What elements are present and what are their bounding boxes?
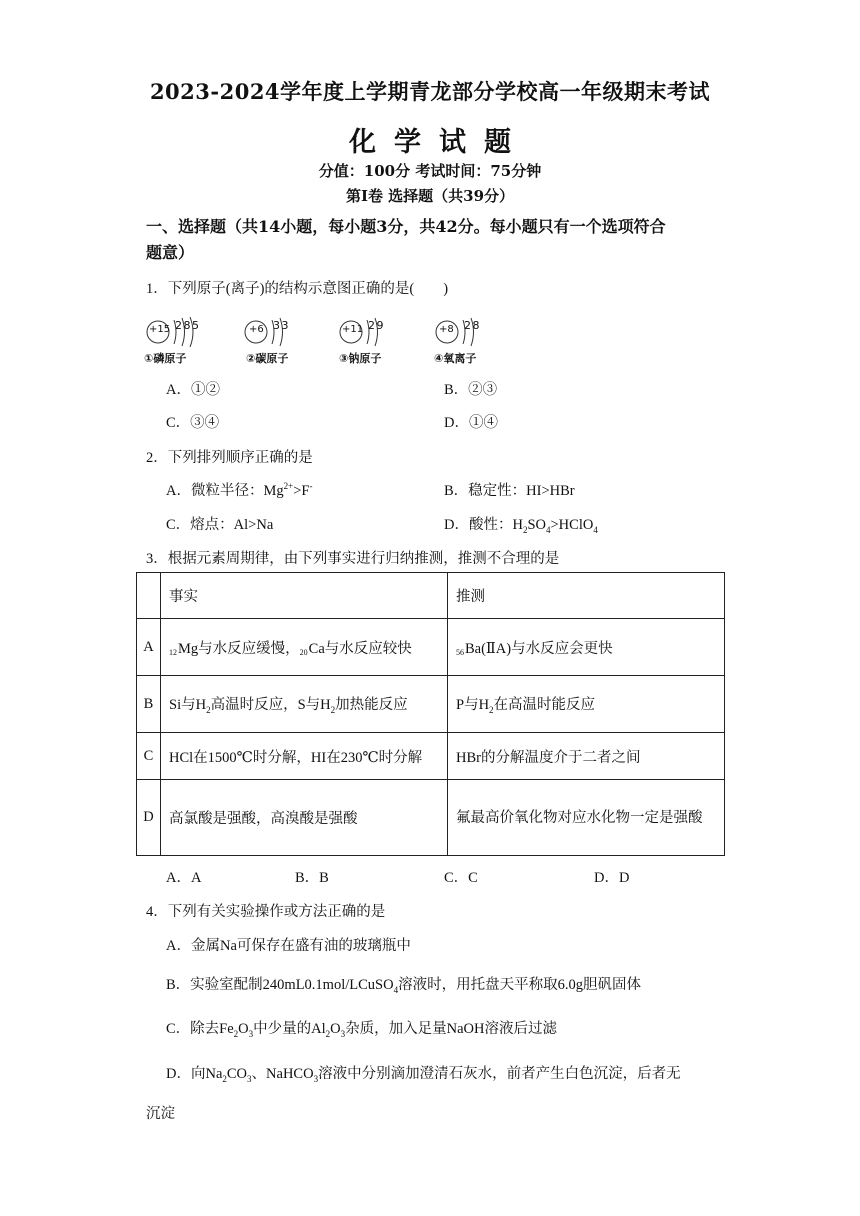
subscript: 3	[247, 1073, 252, 1084]
inference-cell: HBr的分解温度介于二者之间	[448, 733, 725, 780]
q1-option-d[interactable]: D．①④	[444, 415, 498, 431]
text: Si与H	[169, 697, 207, 714]
subscript: 4	[593, 524, 598, 535]
section-heading-line1: 一、选择题（共14小题，每小题3分，共42分。每小题只有一个选项符合	[146, 217, 666, 236]
text: >F	[293, 483, 310, 499]
text: 溶液时，用托盘天平称取6.0g胆矾固体	[398, 977, 641, 993]
subscript: 4	[393, 984, 399, 995]
fact-cell	[161, 619, 448, 676]
q2-option-d[interactable]	[444, 513, 598, 535]
nucleus-charge: +6	[249, 324, 264, 335]
header-inference: 推测	[448, 573, 725, 619]
text: B．实验室配制240mL0.1mol/LCuSO	[166, 977, 394, 993]
atomic-number: 56	[456, 647, 464, 657]
text: 溶液中分别滴加澄清石灰水，前者产生白色沉淀，后者无	[318, 1066, 681, 1082]
atom-label: ②碳原子	[246, 352, 289, 365]
subscript: 2	[233, 1028, 239, 1039]
atom-label: ④氧离子	[434, 352, 477, 365]
fact-cell: HCl在1500℃时分解，HI在230℃时分解	[161, 733, 448, 780]
subscript: 4	[546, 524, 551, 535]
q2-option-c[interactable]: C．熔点：Al>Na	[166, 517, 274, 533]
nucleus-charge: +15	[149, 324, 171, 335]
atomic-number: 12	[169, 647, 177, 657]
subscript: 3	[248, 1028, 254, 1039]
subscript: 2	[206, 704, 211, 715]
q4-option-b[interactable]	[166, 973, 641, 995]
q2-stem: 2．下列排列顺序正确的是	[146, 450, 313, 466]
text: Ba(ⅡA)与水反应会更快	[465, 640, 613, 657]
subject-title: 化学试题	[349, 127, 529, 158]
section-heading-line2: 题意）	[146, 243, 195, 262]
subscript: 3	[340, 1028, 346, 1039]
text: O	[238, 1021, 249, 1037]
q4-option-d-continued: 沉淀	[146, 1106, 175, 1122]
text: 杂质，加入足量NaOH溶液后过滤	[345, 1021, 557, 1037]
subscript: 2	[330, 704, 336, 715]
nucleus-charge: +11	[342, 324, 364, 335]
text: Ca与水反应较快	[308, 640, 412, 657]
atom-label: ①磷原子	[144, 352, 187, 365]
table-cell	[137, 573, 161, 619]
facts-table	[136, 572, 725, 856]
exam-title: 2023-2024学年度上学期青龙部分学校高一年级期末考试	[149, 79, 711, 104]
q3-option-c[interactable]: C．C	[444, 870, 478, 886]
volume-heading: 第I卷 选择题（共39分）	[345, 187, 515, 205]
text: 在高温时能反应	[493, 697, 596, 714]
inference-cell	[448, 676, 725, 733]
row-label: C	[137, 733, 161, 780]
nucleus-charge: +8	[439, 324, 454, 335]
exam-meta: 分值：100分 考试时间：75分钟	[318, 162, 542, 180]
shell-electrons: 2 8 5	[175, 319, 198, 332]
table-row	[137, 733, 725, 780]
table-row	[137, 676, 725, 733]
superscript: -	[309, 481, 313, 492]
text: 加热能反应	[335, 697, 408, 714]
q3-option-b[interactable]: B．B	[295, 870, 329, 886]
text: D．酸性：H	[444, 517, 523, 533]
q1-option-a[interactable]: A．①②	[166, 382, 220, 398]
shell-electrons: 2 9	[368, 319, 383, 332]
text: 、NaHCO	[251, 1066, 314, 1082]
q4-option-d[interactable]	[166, 1062, 726, 1084]
atomic-number: 20	[299, 647, 308, 657]
q4-stem: 4．下列有关实验操作或方法正确的是	[146, 904, 386, 920]
text: A．微粒半径：Mg	[166, 483, 284, 499]
subscript: 2	[522, 524, 528, 535]
row-label: D	[137, 780, 161, 856]
text: CO	[226, 1066, 248, 1082]
subscript: 2	[222, 1073, 227, 1084]
inference-cell	[448, 619, 725, 676]
text: 中少量的Al	[253, 1021, 326, 1037]
q1-option-c[interactable]: C．③④	[166, 415, 220, 431]
shell-electrons: 2 8	[464, 319, 479, 332]
text: C．除去Fe	[166, 1021, 234, 1037]
q1-stem: 1．下列原子(离子)的结构示意图正确的是( )	[146, 281, 449, 297]
q4-option-a[interactable]: A．金属Na可保存在盛有油的玻璃瓶中	[166, 938, 411, 954]
section-heading	[146, 214, 736, 266]
text: Mg与水反应缓慢，	[178, 640, 300, 657]
row-label: A	[137, 619, 161, 676]
q3-stem: 3．根据元素周期律，由下列事实进行归纳推测，推测不合理的是	[146, 551, 560, 567]
q3-option-a[interactable]: A．A	[166, 870, 202, 886]
fact-cell	[161, 676, 448, 733]
text: 高温时反应，S与H	[210, 697, 331, 714]
text: >HClO	[550, 517, 594, 533]
subscript: 3	[313, 1073, 319, 1084]
subscript: 2	[489, 704, 494, 715]
q1-option-b[interactable]: B．②③	[444, 382, 498, 398]
fact-cell: 高氯酸是强酸，高溴酸是强酸	[161, 780, 448, 856]
subscript: 2	[325, 1028, 331, 1039]
text: O	[330, 1021, 341, 1037]
table-header-row	[137, 573, 725, 619]
q4-option-c[interactable]	[166, 1017, 557, 1039]
text: SO	[527, 517, 546, 533]
table-row	[137, 780, 725, 856]
atom-label: ③钠原子	[339, 352, 382, 365]
row-label: B	[137, 676, 161, 733]
q2-option-a[interactable]	[166, 479, 312, 500]
q2-option-b[interactable]: B．稳定性：HI>HBr	[444, 483, 575, 499]
table-row	[137, 619, 725, 676]
superscript: 2+	[283, 481, 294, 492]
text: P与H	[456, 697, 490, 714]
text: D．向Na	[166, 1066, 223, 1082]
q3-option-d[interactable]: D．D	[594, 870, 630, 886]
inference-cell: 氟最高价氧化物对应水化物一定是强酸	[448, 780, 725, 856]
header-fact: 事实	[161, 573, 448, 619]
shell-electrons: 3 3	[273, 319, 288, 332]
